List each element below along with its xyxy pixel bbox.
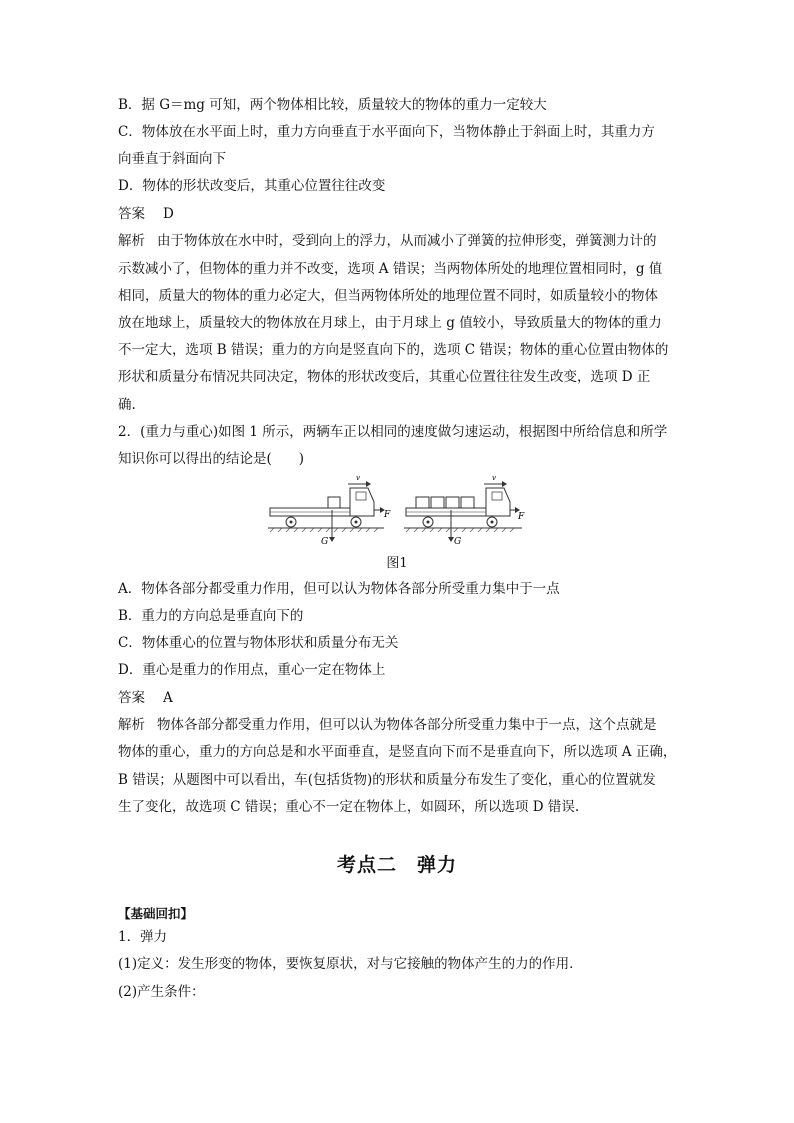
q2-option-d: D．重心是重力的作用点，重心一定在物体上 xyxy=(118,662,386,678)
q2-analysis-line-1 xyxy=(118,716,657,734)
velocity-label: v xyxy=(492,474,496,482)
section-condition: (2)产生条件： xyxy=(118,984,205,1000)
truck-figure xyxy=(264,470,526,546)
q1-analysis-line-3: 相同，质量大的物体的重力必定大，但当两物体所处的地理位置不同时，如质量较小的物体 xyxy=(118,288,658,304)
analysis-text: 物体各部分都受重力作用，但可以认为物体各部分所受重力集中于一点，这个点就是 xyxy=(157,717,657,733)
truck-left xyxy=(268,474,391,546)
q1-analysis-line-4: 放在地球上，质量较大的物体放在月球上，由于月球上 g 值较小，导致质量大的物体的重力 xyxy=(118,315,662,331)
force-label: F xyxy=(384,510,391,520)
figure-caption: 图1 xyxy=(386,556,408,571)
q1-answer-row xyxy=(118,205,174,223)
q1-analysis-line-1 xyxy=(118,232,657,250)
gravity-label: G xyxy=(321,537,329,546)
q1-analysis-line-6: 形状和质量分布情况共同决定，物体的形状改变后，其重心位置往往发生改变，选项 D 正 xyxy=(118,369,651,385)
q2-analysis-line-4: 生了变化，故选项 C 错误；重心不一定在物体上，如圆环，所以选项 D 错误. xyxy=(118,799,580,815)
section-subheading: 【基础回扣】 xyxy=(118,906,194,921)
answer-label: 答案 xyxy=(118,690,145,706)
answer-label: 答案 xyxy=(118,206,145,222)
gravity-label: G xyxy=(454,537,462,546)
q2-stem-line1: 2．(重力与重心)如图 1 所示，两辆车正以相同的速度做匀速运动，根据图中所给信息和所学 xyxy=(118,424,668,440)
analysis-text: 由于物体放在水中时，受到向上的浮力，从而减小了弹簧的拉伸形变，弹簧测力计的 xyxy=(157,233,657,249)
q1-analysis-line-5: 不一定大，选项 B 错误；重力的方向是竖直向下的，选项 C 错误；物体的重心位置由物体的 xyxy=(118,342,669,358)
analysis-label: 解析 xyxy=(118,233,145,249)
section-title: 考点二 弹力 xyxy=(336,854,457,876)
answer-value: A xyxy=(163,690,173,706)
q2-option-c: C．物体重心的位置与物体形状和质量分布无关 xyxy=(118,635,399,651)
q2-analysis-line-3: B 错误；从题图中可以看出，车(包括货物)的形状和质量分布发生了变化，重心的位置就发 xyxy=(118,772,656,788)
q2-answer-row xyxy=(118,689,173,707)
analysis-label: 解析 xyxy=(118,717,145,733)
q2-option-a: A．物体各部分都受重力作用，但可以认为物体各部分所受重力集中于一点 xyxy=(118,581,560,597)
q1-option-c-line1: C．物体放在水平面上时，重力方向垂直于水平面向下，当物体静止于斜面上时，其重力方 xyxy=(118,124,655,140)
section-item-1: 1．弹力 xyxy=(118,929,168,945)
section-definition: (1)定义：发生形变的物体，要恢复原状，对与它接触的物体产生的力的作用． xyxy=(118,956,583,972)
truck-right xyxy=(404,474,525,546)
q1-option-c-line2: 向垂直于斜面向下 xyxy=(118,151,226,167)
answer-value: D xyxy=(163,206,174,222)
force-label: F xyxy=(518,512,525,522)
q2-stem-line2: 知识你可以得出的结论是( ) xyxy=(118,451,305,467)
velocity-label: v xyxy=(356,474,360,482)
q2-option-b: B．重力的方向总是垂直向下的 xyxy=(118,608,304,624)
q1-option-b: B．据 G＝mg 可知，两个物体相比较，质量较大的物体的重力一定较大 xyxy=(118,97,547,113)
q1-option-d: D．物体的形状改变后，其重心位置往往改变 xyxy=(118,178,386,194)
q1-analysis-line-7: 确. xyxy=(118,397,136,413)
q1-analysis-line-2: 示数减小了，但物体的重力并不改变，选项 A 错误；当两物体所处的地理位置相同时，g 值 xyxy=(118,261,663,277)
q2-analysis-line-2: 物体的重心，重力的方向总是和水平面垂直，是竖直向下而不是垂直向下，所以选项 A 正确， xyxy=(118,744,677,760)
